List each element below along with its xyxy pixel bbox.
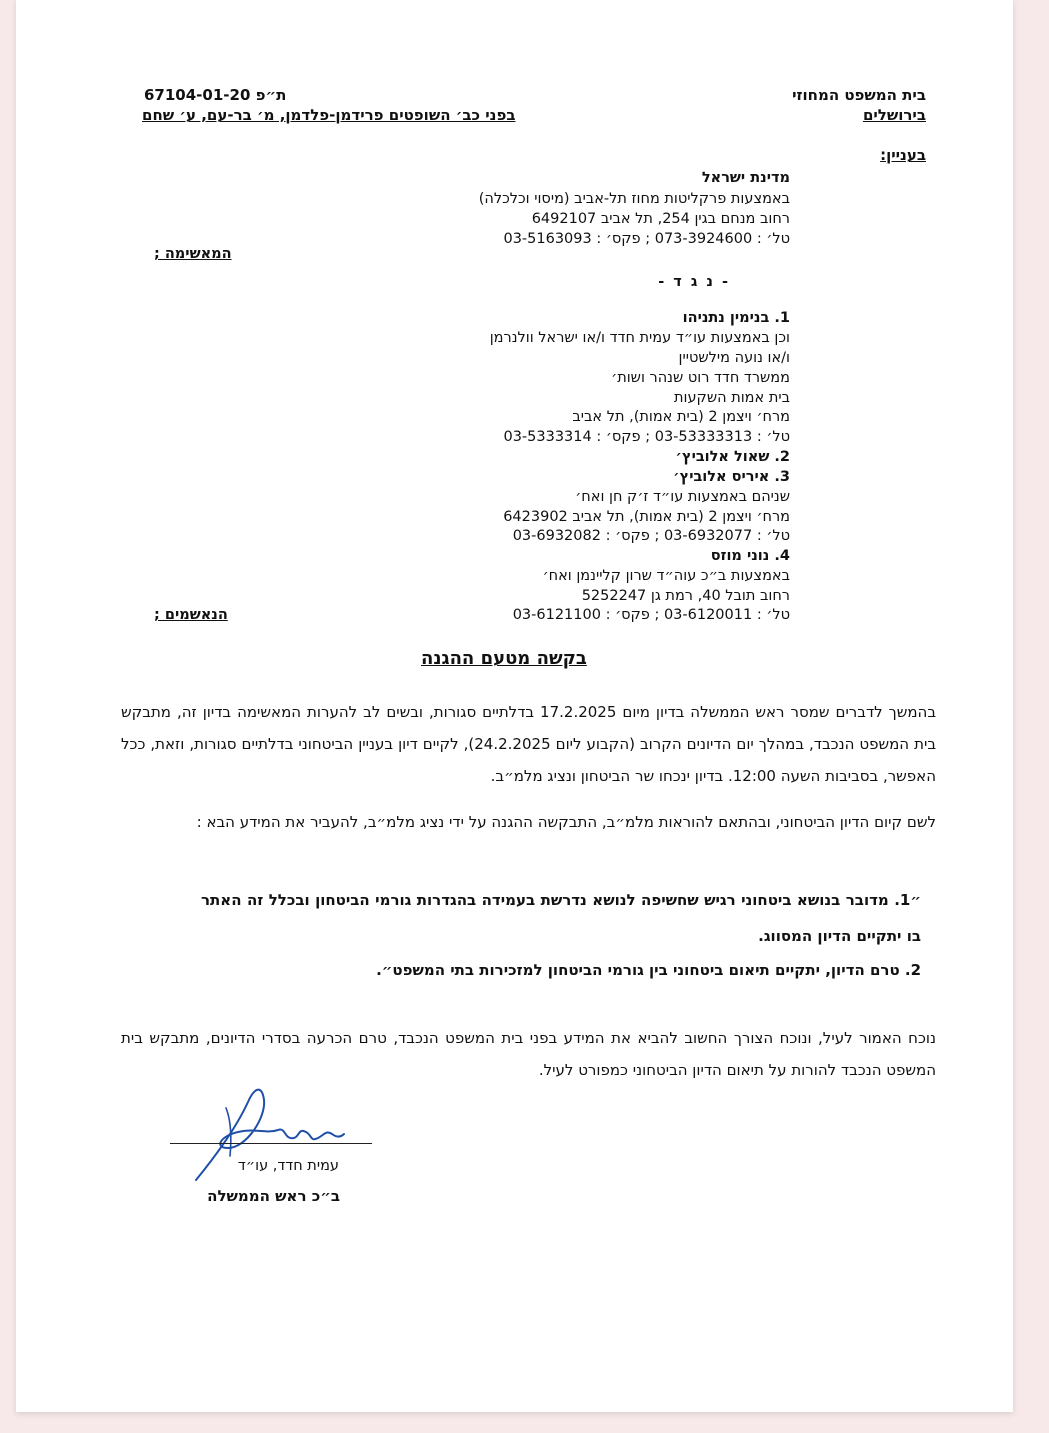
- signer-name: עמית חדד, עו״ד: [237, 1158, 339, 1174]
- closing-paragraph: נוכח האמור לעיל, ונוכח הצורך החשוב להביא את המידע בפני בית המשפט הנכבד, טרם הכרעה בסדרי הדיונים, מתבקש בית המשפט הנכבד להורות על תיאום הדיון הביטחוני כמפורט לעיל.: [121, 1029, 936, 1079]
- quote-item-1: ״1. מדובר בנושא ביטחוני רגיש שחשיפה לנושא נדרשת בעמידה בהגדרות גורמי הביטחון ובכלל זה האתר בו יתקיים הדיון המסווג.: [201, 891, 921, 945]
- body-paragraph-2: לשם קיום הדיון הביטחוני, ובהתאם להוראות מלמ״ב, התבקשה ההגנה על ידי נציג מלמ״ב, להעביר את המידע הבא :: [196, 813, 936, 831]
- document-title: בקשה מטעם ההגנה: [421, 648, 587, 669]
- signer-role: ב״כ ראש הממשלה: [207, 1187, 340, 1205]
- defendant-3-name: 3. איריס אלוביץ׳: [673, 469, 790, 485]
- prosecutor-line-3: טל׳ : 073-3924600 ; פקס׳ : 03-5163093: [503, 231, 790, 247]
- prosecutor-role: המאשימה ;: [154, 246, 232, 262]
- quote-item-2: 2. טרם הדיון, יתקיים תיאום ביטחוני בין גורמי הביטחון למזכירות בתי המשפט״.: [376, 961, 921, 979]
- prosecutor-line-2: רחוב מנחם בגין 254, תל אביב 6492107: [531, 211, 790, 227]
- defendant-1-line: טל׳ : 03-53333313 ; פקס׳ : 03-5333314: [503, 429, 790, 445]
- defendant-4-line: טל׳ : 03-6120011 ; פקס׳ : 03-6121100: [512, 607, 790, 623]
- prosecutor-name: מדינת ישראל: [701, 170, 790, 186]
- document-page: [16, 0, 1013, 1412]
- in-matter-label: בעניין:: [880, 146, 926, 164]
- prosecutor-line-1: באמצעות פרקליטות מחוז תל-אביב (מיסוי וכלכלה): [478, 191, 790, 207]
- defendant-1-line: ו/או נועה מילשטיין: [678, 350, 790, 366]
- defendant-4-line: באמצעות ב״כ עוה״ד שרון קליינמן ואח׳: [542, 568, 790, 584]
- signature-line: [170, 1143, 372, 1144]
- defendant-1-line: בית אמות השקעות: [674, 390, 790, 406]
- defendants-role: הנאשמים ;: [154, 607, 228, 623]
- case-number: ת״פ 67104-01-20: [144, 86, 287, 104]
- defendants-2-3-line: שניהם באמצעות עו״ד ז׳ק חן ואח׳: [575, 489, 790, 505]
- judges-line: בפני כב׳ השופטים פרידמן-פלדמן, מ׳ בר-עם, ע׳ שחם: [142, 106, 516, 124]
- defendant-2-name: 2. שאול אלוביץ׳: [675, 449, 790, 465]
- defendant-4-line: רחוב תובל 40, רמת גן 5252247: [581, 588, 790, 604]
- body-paragraph-1: בהמשך לדברים שמסר ראש הממשלה בדיון מיום 17.2.2025 בדלתיים סגורות, ובשים לב להערות המאשימה בדיון זה, מתבקש בית המשפט הנכבד, במהלך יום הדיונים הקרוב (הקבוע ליום 24.2.2025), לקיים דיון בעניין הביטחוני בדלתיים סגורות, וזאת, ככל האפשר, בסביבות השעה 12:00. בדיון ינכחו שר הביטחון ונציג מלמ״ב.: [121, 703, 936, 785]
- defendant-1-line: וכן באמצעות עו״ד עמית חדד ו/או ישראל וולנרמן: [489, 330, 790, 346]
- defendants-2-3-line: טל׳ : 03-6932077 ; פקס׳ : 03-6932082: [512, 528, 790, 544]
- versus-label: - נ ג ד -: [658, 274, 730, 290]
- defendant-1-line: מרח׳ ויצמן 2 (בית אמות), תל אביב: [572, 409, 790, 425]
- court-city: בירושלים: [862, 106, 926, 124]
- defendants-2-3-line: מרח׳ ויצמן 2 (בית אמות), תל אביב 6423902: [503, 509, 790, 525]
- defendant-1-line: ממשרד חדד רוט שנהר ושות׳: [611, 370, 790, 386]
- defendant-1-name: 1. בנימין נתניהו: [682, 310, 790, 326]
- defendant-4-name: 4. נוני מוזס: [710, 548, 790, 564]
- court-name: בית המשפט המחוזי: [792, 86, 926, 104]
